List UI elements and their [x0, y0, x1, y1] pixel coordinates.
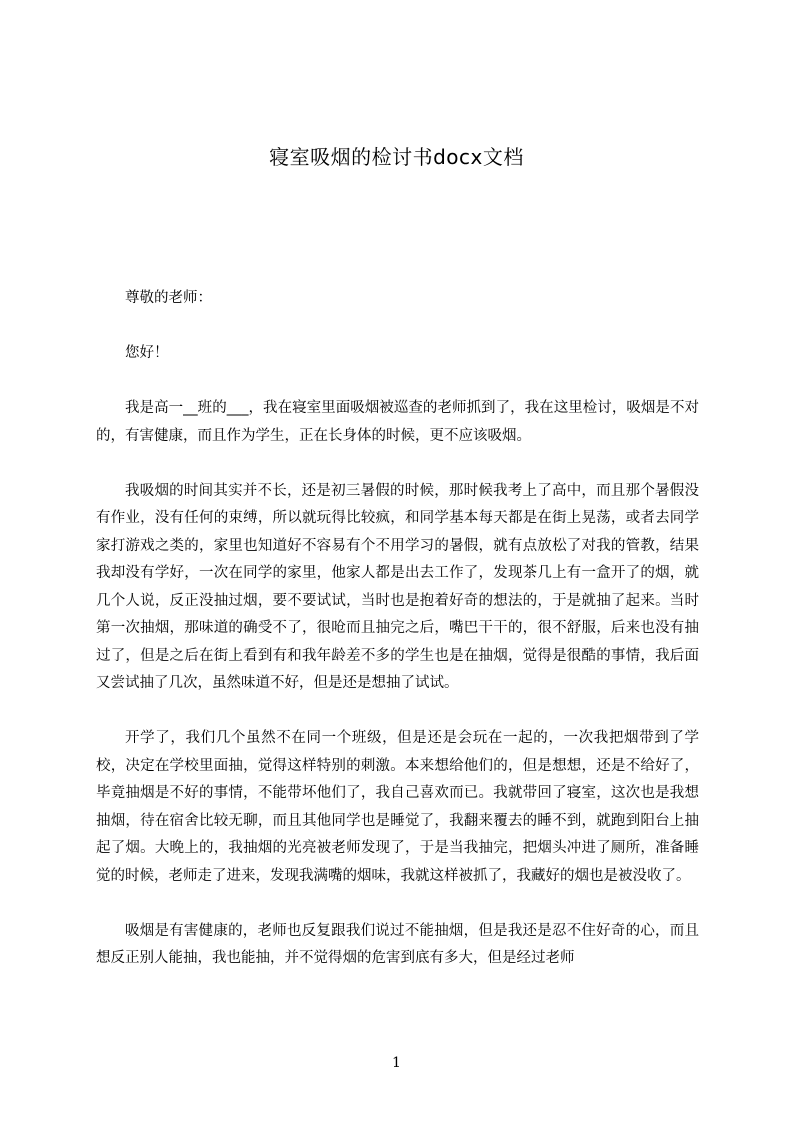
document-body [96, 285, 699, 1000]
salutation: 尊敬的老师： [125, 290, 212, 306]
body-paragraph: 吸烟是有害健康的，老师也反复跟我们说过不能抽烟，但是我还是忍不住好奇的心，而且想反正别人能抽，我也能抽，并不觉得烟的危害到底有多大，但是经过老师 [96, 922, 699, 966]
page-number: 1 [392, 1055, 401, 1071]
body-paragraph: 我是高一__班的___，我在寝室里面吸烟被巡查的老师抓到了，我在这里检讨，吸烟是不对的，有害健康，而且作为学生，正在长身体的时候，更不应该吸烟。 [96, 400, 699, 444]
greeting: 您好！ [125, 345, 169, 361]
body-paragraph: 我吸烟的时间其实并不长，还是初三暑假的时候，那时候我考上了高中，而且那个暑假没有作业，没有任何的束缚，所以就玩得比较疯，和同学基本每天都是在街上晃荡，或者去同学家打游戏之类的，家里也知道好不容易有个不用学习的暑假，就有点放松了对我的管教，结果我却没有学好，一次在同学的家里，他家人都是出去工作了，发现茶几上有一盒开了的烟，就几个人说，反正没抽过烟，要不要试试，当时也是抱着好奇的想法的，于是就抽了起来。当时第一次抽烟，那味道的确受不了，很呛而且抽完之后，嘴巴干干的，很不舒服，后来也没有抽过了，但是之后在街上看到有和我年龄差不多的学生也是在抽烟，觉得是很酷的事情，我后面又尝试抽了几次，虽然味道不好，但是还是想抽了试试。 [96, 482, 699, 691]
document-title: 寝室吸烟的检讨书docx文档 [269, 145, 524, 169]
body-paragraph: 开学了，我们几个虽然不在同一个班级，但是还是会玩在一起的，一次我把烟带到了学校，决定在学校里面抽，觉得这样特别的刺激。本来想给他们的，但是想想，还是不给好了，毕竟抽烟是不好的事情，不能带坏他们了，我自己喜欢而已。我就带回了寝室，这次也是我想抽烟，待在宿舍比较无聊，而且其他同学也是睡觉了，我翻来覆去的睡不到，就跑到阳台上抽起了烟。大晚上的，我抽烟的光亮被老师发现了，于是当我抽完，把烟头冲进了厕所，准备睡觉的时候，老师走了进来，发现我满嘴的烟味，我就这样被抓了，我藏好的烟也是被没收了。 [96, 730, 699, 884]
